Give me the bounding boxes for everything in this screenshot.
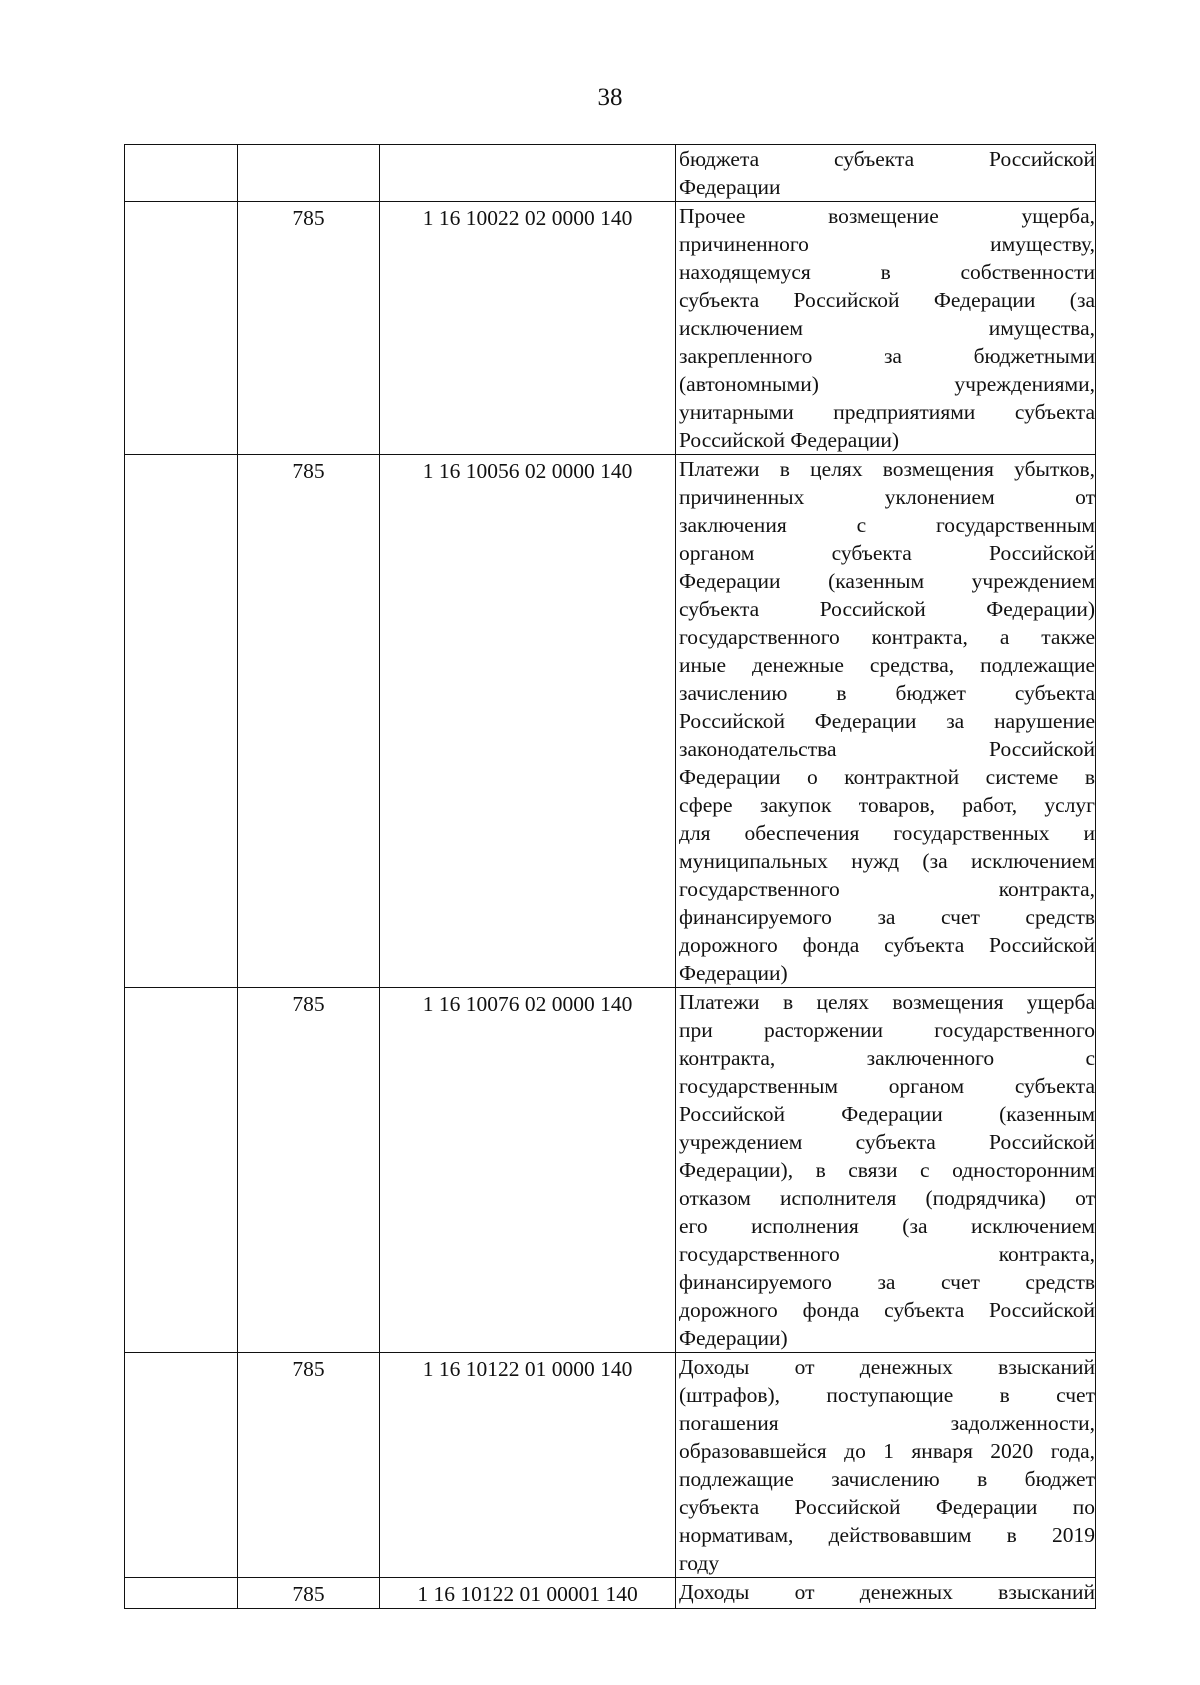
description-line: учреждением субъекта Российской (679, 1130, 1095, 1154)
description-line: закрепленного за бюджетными (679, 344, 1095, 368)
description-line: Платежи в целях возмещения убытков, (679, 457, 1095, 481)
description-line: контракта, заключенного с (679, 1046, 1095, 1070)
empty-cell (125, 1578, 238, 1609)
description-line: Федерации о контрактной системе в (679, 765, 1095, 789)
administrator-code-cell (238, 145, 380, 202)
description-line: сфере закупок товаров, работ, услуг (679, 793, 1095, 817)
administrator-code-cell: 785 (238, 455, 380, 988)
income-description-cell (676, 1353, 1096, 1578)
description-line: Прочее возмещение ущерба, (679, 204, 1095, 228)
description-line: Российской Федерации за нарушение (679, 709, 1095, 733)
description-line: государственного контракта, (679, 877, 1095, 901)
budget-classification-code-cell: 1 16 10076 02 0000 140 (380, 988, 676, 1353)
description-line: финансируемого за счет средств (679, 1270, 1095, 1294)
table-body (125, 145, 1096, 1609)
administrator-code-cell: 785 (238, 202, 380, 455)
description-line: образовавшейся до 1 января 2020 года, (679, 1439, 1095, 1463)
administrator-code-cell: 785 (238, 1578, 380, 1609)
empty-cell (125, 455, 238, 988)
description-line: находящемуся в собственности (679, 260, 1095, 284)
description-line: дорожного фонда субъекта Российской (679, 933, 1095, 957)
description-line: Российской Федерации (казенным (679, 1102, 1095, 1126)
table-row (125, 145, 1096, 202)
budget-classification-code-cell: 1 16 10122 01 0000 140 (380, 1353, 676, 1578)
description-line: иные денежные средства, подлежащие (679, 653, 1095, 677)
description-line: причиненных уклонением от (679, 485, 1095, 509)
description-line: Федерации), в связи с односторонним (679, 1158, 1095, 1182)
table-row (125, 988, 1096, 1353)
income-description-cell (676, 455, 1096, 988)
description-line: Федерации (679, 175, 781, 199)
description-line: дорожного фонда субъекта Российской (679, 1298, 1095, 1322)
description-line: заключения с государственным (679, 513, 1095, 537)
empty-cell (125, 988, 238, 1353)
description-line: законодательства Российской (679, 737, 1095, 761)
description-line: Федерации) (679, 961, 788, 985)
description-line: муниципальных нужд (за исключением (679, 849, 1095, 873)
description-line: государственного контракта, (679, 1242, 1095, 1266)
description-line: подлежащие зачислению в бюджет (679, 1467, 1095, 1491)
page-number: 38 (597, 84, 623, 111)
description-line: причиненного имуществу, (679, 232, 1095, 256)
description-line: унитарными предприятиями субъекта (679, 400, 1095, 424)
empty-cell (125, 145, 238, 202)
description-line: (штрафов), поступающие в счет (679, 1383, 1095, 1407)
description-line: его исполнения (за исключением (679, 1214, 1095, 1238)
description-line: году (679, 1551, 720, 1575)
budget-classification-code-cell: 1 16 10022 02 0000 140 (380, 202, 676, 455)
description-line: погашения задолженности, (679, 1411, 1095, 1435)
empty-cell (125, 202, 238, 455)
description-line: Федерации) (679, 1326, 788, 1350)
budget-classification-code-cell: 1 16 10122 01 00001 140 (380, 1578, 676, 1609)
description-line: финансируемого за счет средств (679, 905, 1095, 929)
description-line: субъекта Российской Федерации) (679, 597, 1095, 621)
table-row (125, 1578, 1096, 1609)
description-line: бюджета субъекта Российской (679, 147, 1095, 171)
budget-classification-code-cell: 1 16 10056 02 0000 140 (380, 455, 676, 988)
table-row (125, 1353, 1096, 1578)
income-description-cell (676, 202, 1096, 455)
description-line: нормативам, действовавшим в 2019 (679, 1523, 1095, 1547)
description-line: для обеспечения государственных и (679, 821, 1095, 845)
administrator-code-cell: 785 (238, 1353, 380, 1578)
description-line: отказом исполнителя (подрядчика) от (679, 1186, 1095, 1210)
income-description-cell (676, 145, 1096, 202)
description-line: (автономными) учреждениями, (679, 372, 1095, 396)
description-line: зачислению в бюджет субъекта (679, 681, 1095, 705)
description-line: исключением имущества, (679, 316, 1095, 340)
administrator-code-cell: 785 (238, 988, 380, 1353)
table-row (125, 455, 1096, 988)
description-line: Доходы от денежных взысканий (679, 1355, 1095, 1379)
description-line: Доходы от денежных взысканий (679, 1580, 1095, 1604)
description-line: Федерации (казенным учреждением (679, 569, 1095, 593)
table-row (125, 202, 1096, 455)
description-line: Российской Федерации) (679, 428, 900, 452)
description-line: субъекта Российской Федерации по (679, 1495, 1095, 1519)
income-description-cell (676, 1578, 1096, 1609)
description-line: органом субъекта Российской (679, 541, 1095, 565)
description-line: Платежи в целях возмещения ущерба (679, 990, 1095, 1014)
income-description-cell (676, 988, 1096, 1353)
budget-classification-code-cell (380, 145, 676, 202)
empty-cell (125, 1353, 238, 1578)
description-line: государственным органом субъекта (679, 1074, 1095, 1098)
budget-codes-table (124, 144, 1096, 1609)
description-line: государственного контракта, а также (679, 625, 1095, 649)
description-line: субъекта Российской Федерации (за (679, 288, 1095, 312)
description-line: при расторжении государственного (679, 1018, 1095, 1042)
